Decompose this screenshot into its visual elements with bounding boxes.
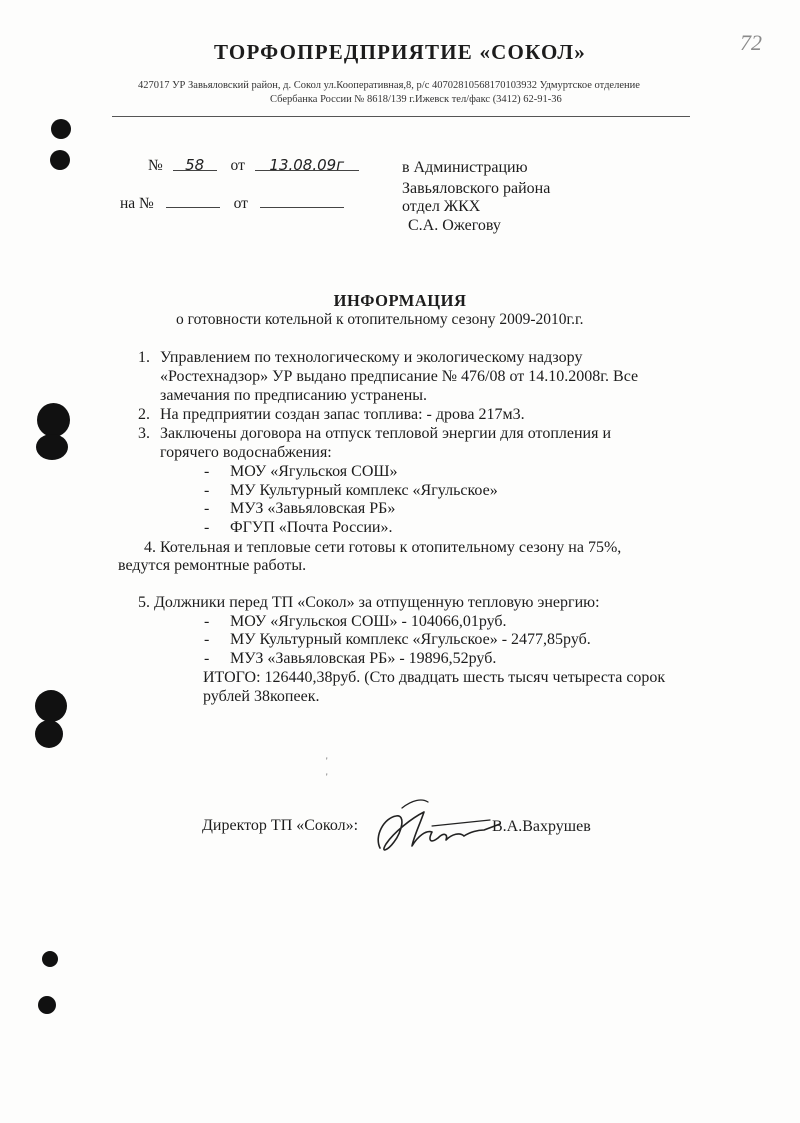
item-number: 2. (138, 406, 150, 423)
outgoing-number-label: № (148, 157, 163, 174)
recipient-line: С.А. Ожегову (408, 217, 501, 234)
signature-name: В.А.Вахрушев (492, 818, 591, 835)
letterhead-title: ТОРФОПРЕДПРИЯТИЕ «СОКОЛ» (214, 40, 586, 64)
punch-hole (42, 951, 58, 967)
letterhead-address-line1: 427017 УР Завьяловский район, д. Сокол ул.Кооперативная,8, р/с 40702810568170103932 Удмуртское отделение (138, 80, 640, 91)
item-text: Управлением по технологическому и экологическому надзору (160, 349, 583, 366)
reply-number-blank (166, 193, 220, 208)
debtor-item: МУЗ «Завьяловская РБ» - 19896,52руб. (230, 650, 497, 667)
recipient-line: в Администрацию (402, 159, 528, 176)
item-text: горячего водоснабжения: (160, 444, 332, 461)
letterhead-divider (112, 116, 690, 117)
recipient-line: Завьяловского района (402, 180, 551, 197)
reply-date-label: от (233, 195, 248, 212)
outgoing-number-value: 58 (173, 156, 217, 171)
punch-hole (51, 119, 71, 139)
bullet-dash: - (204, 650, 210, 667)
bullet-dash: - (204, 631, 210, 648)
punch-hole (35, 690, 67, 722)
outgoing-number-row (148, 156, 359, 175)
item-text: замечания по предписанию устранены. (160, 387, 428, 404)
reply-number-row (120, 193, 344, 213)
debtor-item: МОУ «Ягульскоя СОШ» - 104066,01руб. (230, 613, 507, 630)
debtor-item: МУ Культурный комплекс «Ягульское» - 2477,85руб. (230, 631, 591, 648)
item-text: ведутся ремонтные работы. (118, 557, 307, 574)
bullet-dash: - (204, 519, 210, 536)
bullet-dash: - (204, 463, 210, 480)
item-number: 1. (138, 349, 150, 366)
recipient-line: отдел ЖКХ (402, 198, 481, 215)
signature-position: Директор ТП «Сокол»: (202, 817, 359, 834)
item-text: «Ростехнадзор» УР выдано предписание № 476/08 от 14.10.2008г. Все (160, 368, 639, 385)
document-subtitle: о готовности котельной к отопительному сезону 2009-2010г.г. (176, 311, 584, 328)
handwritten-signature (372, 796, 507, 866)
document-title: ИНФОРМАЦИЯ (333, 291, 467, 310)
punch-hole (38, 996, 56, 1014)
item-text: 5. Должники перед ТП «Сокол» за отпущенную тепловую энергию: (138, 594, 600, 611)
total-text: рублей 38копеек. (203, 688, 320, 705)
outgoing-date-value: 13.08.09г (255, 156, 359, 171)
item-text: Заключены договора на отпуск тепловой энергии для отопления и (160, 425, 612, 442)
reply-date-blank (260, 193, 344, 208)
contract-item: МУЗ «Завьяловская РБ» (230, 500, 396, 517)
scan-mark: ' (326, 756, 328, 766)
letterhead-address-line2: Сбербанка России № 8618/139 г.Ижевск тел/факс (3412) 62-91-36 (270, 94, 562, 105)
scan-mark: ' (326, 772, 328, 782)
item-text: 4. Котельная и тепловые сети готовы к отопительному сезону на 75%, (144, 539, 622, 556)
reply-number-label: на № (120, 195, 154, 212)
bullet-dash: - (204, 500, 210, 517)
total-text: ИТОГО: 126440,38руб. (Сто двадцать шесть тысяч четыреста сорок (203, 669, 666, 686)
item-text: На предприятии создан запас топлива: - дрова 217м3. (160, 406, 525, 423)
contract-item: МОУ «Ягульскоя СОШ» (230, 463, 398, 480)
contract-item: ФГУП «Почта России». (230, 519, 393, 536)
outgoing-date-label: от (230, 157, 245, 174)
bullet-dash: - (204, 482, 210, 499)
bullet-dash: - (204, 613, 210, 630)
punch-hole (50, 150, 70, 170)
contract-item: МУ Культурный комплекс «Ягульское» (230, 482, 498, 499)
page-number: 72 (740, 30, 762, 55)
punch-hole (37, 403, 70, 437)
punch-hole (35, 720, 63, 748)
item-number: 3. (138, 425, 150, 442)
punch-hole (36, 434, 68, 460)
